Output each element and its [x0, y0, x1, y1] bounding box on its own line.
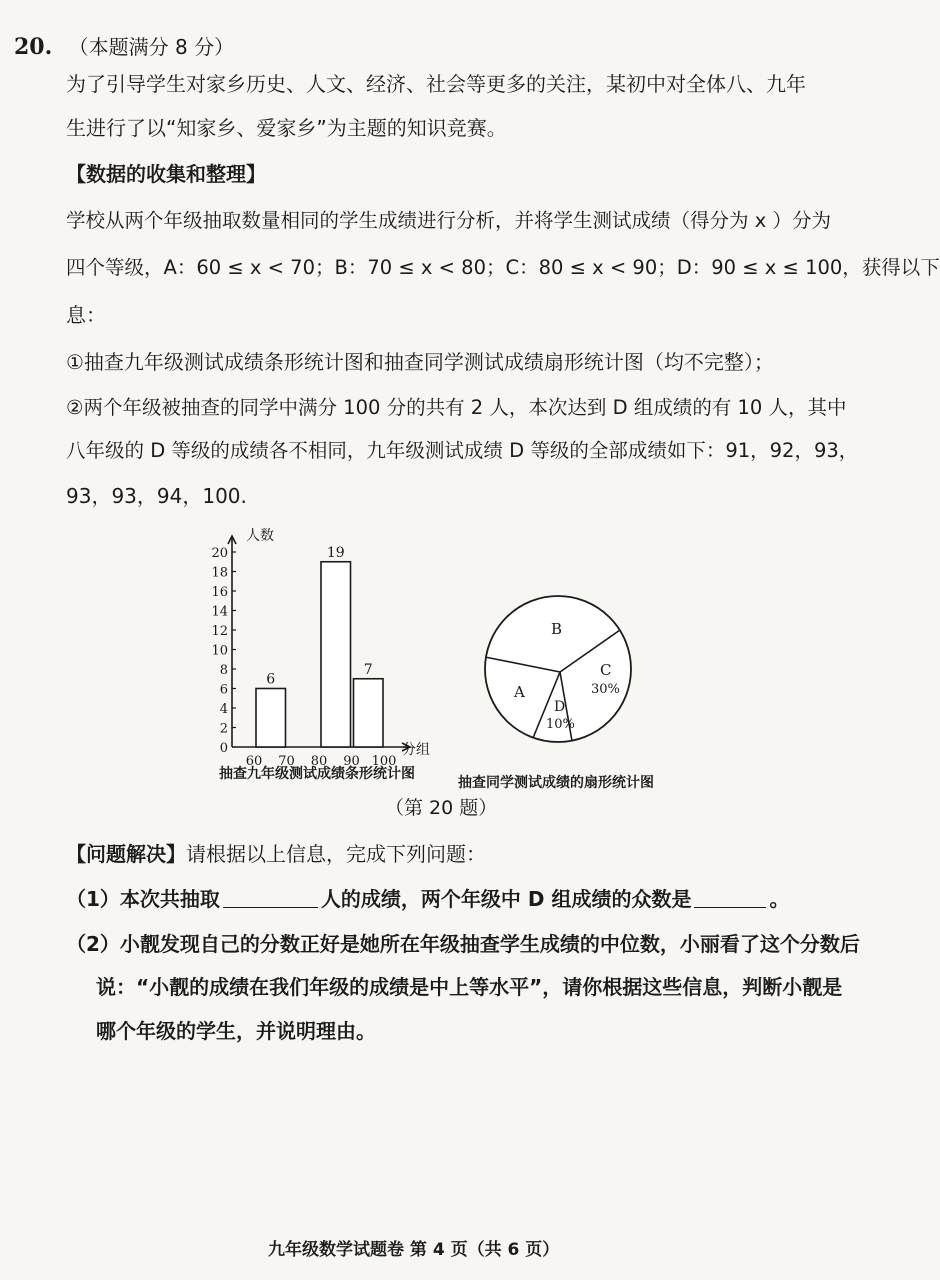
pie-label-c: C [600, 661, 612, 679]
sub-question-2-line-2: 说：“小靓的成绩在我们年级的成绩是中上等水平”，请你根据这些信息，判断小靓是 [96, 975, 843, 999]
intro-line-1: 为了引导学生对家乡历史、人文、经济、社会等更多的关注，某初中对全体八、九年 [66, 72, 806, 96]
answer-blank-2[interactable] [694, 889, 766, 908]
section-data-heading: 【数据的收集和整理】 [66, 162, 266, 186]
info-line-3: 八年级的 D 等级的成绩各不相同，九年级测试成绩 D 等级的全部成绩如下：91，92，93， [66, 439, 859, 462]
y-tick-label: 20 [211, 546, 228, 561]
bar-value-label: 7 [363, 661, 373, 678]
problem-heading: 【问题解决】 [66, 842, 186, 866]
sub-question-2-line-1: （2）小靓发现自己的分数正好是她所在年级抽查学生成绩的中位数，小丽看了这个分数后 [66, 932, 860, 956]
x-axis-label: 分组 [402, 742, 430, 758]
y-tick-label: 10 [211, 643, 228, 659]
y-tick-label: 14 [211, 604, 228, 620]
x-tick-label: 70 [278, 754, 295, 769]
bar [256, 689, 286, 748]
question-points: （本题满分 8 分） [68, 35, 235, 59]
collect-line-2: 四个等级，A：60 ≤ x < 70；B：70 ≤ x < 80；C：80 ≤ x < 90；D：90 ≤ x ≤ 100，获得以下 [66, 256, 940, 279]
q1-part-c: 。 [769, 887, 790, 911]
problem-intro: 请根据以上信息，完成下列问题： [186, 842, 486, 866]
x-tick-label: 90 [343, 754, 360, 769]
question-number: 20. [14, 34, 53, 60]
x-tick-label: 100 [371, 754, 397, 769]
y-tick-label: 4 [219, 702, 228, 717]
pie-chart [450, 562, 690, 797]
problem-line [66, 844, 486, 864]
pie-label-d: D [554, 699, 566, 715]
bar-chart-title: 抽查九年级测试成绩条形统计图 [219, 766, 415, 782]
pie-label-b: B [551, 620, 563, 638]
bar-chart [196, 522, 446, 792]
y-tick-label: 18 [211, 565, 228, 581]
q1-part-b: 人的成绩，两个年级中 D 组成绩的众数是 [320, 887, 692, 911]
bar-value-label: 6 [266, 671, 276, 688]
bar [354, 679, 384, 747]
pie-percent-c: 30% [591, 682, 620, 697]
intro-line-2: 生进行了以“知家乡、爱家乡”为主题的知识竞赛。 [66, 116, 507, 140]
y-tick-label: 0 [219, 741, 228, 756]
y-axis-label: 人数 [246, 528, 274, 544]
bar-value-label: 19 [326, 544, 345, 561]
info-line-4: 93，93，94，100. [66, 484, 247, 508]
info-line-1: ①抽查九年级测试成绩条形统计图和抽查同学测试成绩扇形统计图（均不完整）； [66, 350, 774, 374]
figure-caption: （第 20 题） [385, 797, 498, 819]
y-tick-label: 16 [211, 585, 228, 600]
bar [321, 562, 351, 747]
y-tick-label: 8 [219, 663, 228, 678]
q1-part-a: （1）本次共抽取 [66, 887, 220, 911]
sub-question-2-line-3: 哪个年级的学生，并说明理由。 [96, 1019, 376, 1043]
bar-chart-bars [256, 545, 383, 747]
collect-line-1: 学校从两个年级抽取数量相同的学生成绩进行分析，并将学生测试成绩（得分为 x ）分为 [66, 209, 831, 232]
pie-label-a: A [514, 683, 525, 701]
y-tick-label: 6 [219, 682, 228, 698]
pie-percent-d: 10% [546, 717, 575, 732]
x-tick-label: 60 [245, 754, 263, 769]
x-tick-label: 80 [310, 754, 328, 769]
question-header [14, 36, 234, 58]
page-footer: 九年级数学试题卷 第 4 页（共 6 页） [268, 1240, 560, 1260]
answer-blank-1[interactable] [223, 889, 318, 908]
collect-line-3: 息： [66, 303, 106, 327]
y-tick-label: 2 [219, 721, 228, 737]
info-line-2: ②两个年级被抽查的同学中满分 100 分的共有 2 人，本次达到 D 组成绩的有 10 人，其中 [66, 396, 847, 419]
y-tick-label: 12 [211, 624, 228, 639]
sub-question-1 [66, 889, 789, 909]
pie-chart-title: 抽查同学测试成绩的扇形统计图 [458, 775, 654, 791]
